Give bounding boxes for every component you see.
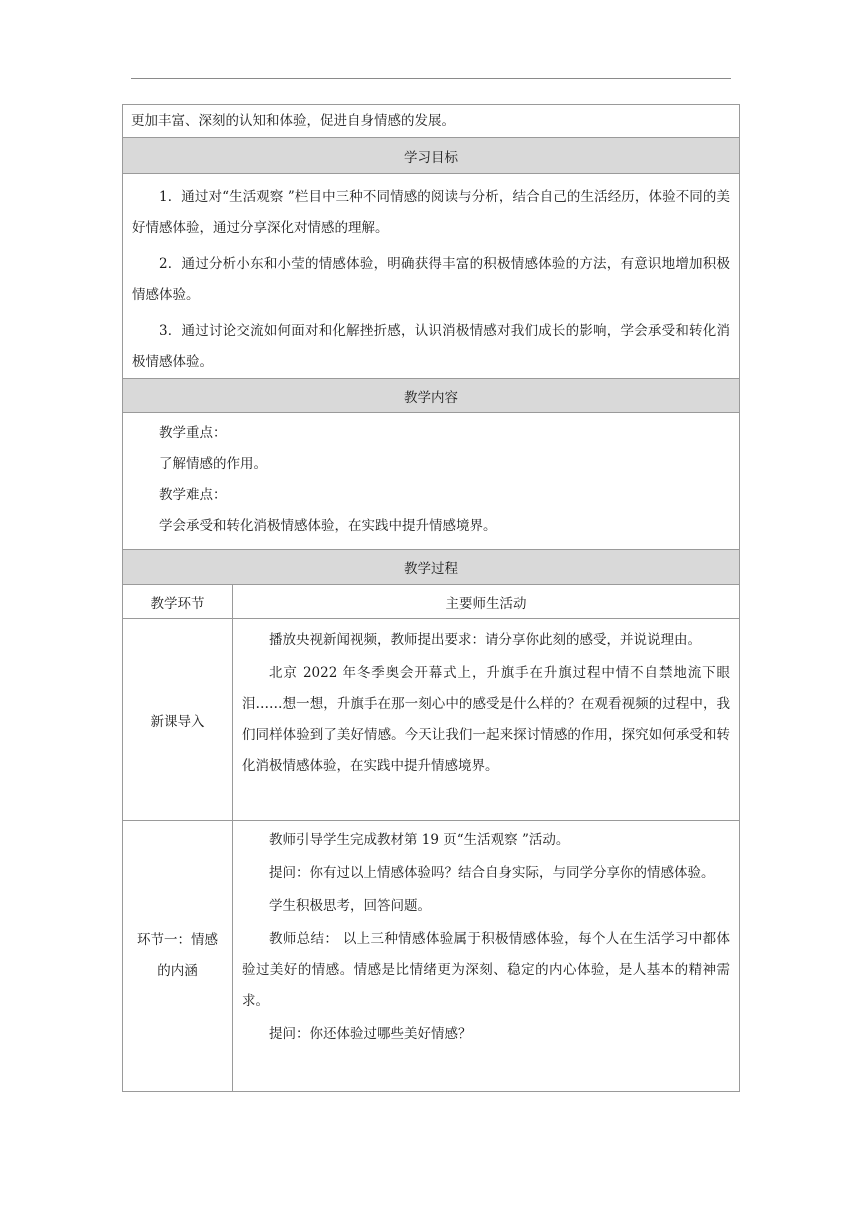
column-header-stage: 教学环节	[123, 585, 233, 619]
content-heading: 教学内容	[123, 379, 740, 413]
activity-paragraph: 提问：你还体验过哪些美好情感？	[269, 1026, 472, 1042]
lesson-plan-table	[122, 104, 740, 1092]
activity-paragraph: 提问：你有过以上情感体验吗？结合自身实际，与同学分享你的情感体验。	[269, 865, 715, 881]
stage-cell-section-one: 环节一：情感的内涵	[123, 821, 233, 1092]
intro-cell	[123, 105, 740, 138]
goals-heading: 学习目标	[123, 138, 740, 174]
goal-item-2: 2．通过分析小东和小莹的情感体验，明确获得丰富的积极情感体验的方法，有意识地增加积极情感体验。	[132, 256, 730, 303]
goal-item-3: 3．通过讨论交流如何面对和化解挫折感，认识消极情感对我们成长的影响，学会承受和转化消极情感体验。	[132, 323, 730, 370]
header-rule	[131, 78, 731, 79]
activity-paragraph: 北京 2022 年冬季奥会开幕式上，升旗手在升旗过程中情不自禁地流下眼泪……想一想，升旗手在那一刻心中的感受是什么样的？在观看视频的过程中，我们同样体验到了美好情感。今天让我们一起来探讨情感的作用，探究如何承受和转化消极情感体验，在实践中提升情感境界。	[242, 665, 730, 774]
key-point-label: 教学重点：	[159, 425, 227, 441]
intro-text: 更加丰富、深刻的认知和体验，促进自身情感的发展。	[131, 113, 455, 129]
stage-cell-intro: 新课导入	[123, 619, 233, 821]
activity-paragraph: 学生积极思考，回答问题。	[269, 898, 431, 914]
activity-cell-intro	[233, 619, 740, 821]
process-heading: 教学过程	[123, 550, 740, 585]
difficulty-text: 学会承受和转化消极情感体验，在实践中提升情感境界。	[159, 518, 497, 534]
activity-paragraph: 教师总结： 以上三种情感体验属于积极情感体验，每个人在生活学习中都体验过美好的情感。情感是比情绪更为深刻、稳定的内心体验，是人基本的精神需求。	[242, 931, 730, 1009]
activity-paragraph: 播放央视新闻视频，教师提出要求：请分享你此刻的感受，并说说理由。	[269, 632, 701, 648]
column-header-activity: 主要师生活动	[233, 585, 740, 619]
activity-cell-section-one	[233, 821, 740, 1092]
goal-item-1: 1．通过对“生活观察 ”栏目中三种不同情感的阅读与分析，结合自己的生活经历，体验不同的美好情感体验，通过分享深化对情感的理解。	[132, 189, 730, 236]
key-point-text: 了解情感的作用。	[159, 456, 267, 472]
goals-cell	[123, 174, 740, 379]
content-cell	[123, 413, 740, 550]
activity-paragraph: 教师引导学生完成教材第 19 页“生活观察 ”活动。	[269, 832, 570, 848]
difficulty-label: 教学难点：	[159, 487, 227, 503]
